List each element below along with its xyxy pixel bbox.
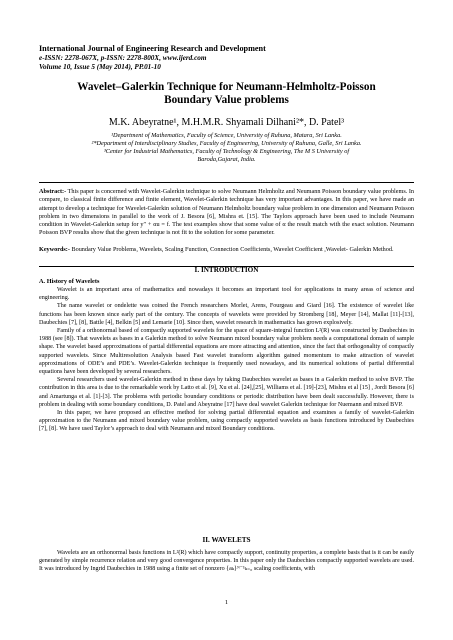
- abstract-label: Abstract:-: [39, 188, 67, 195]
- affiliations: [39, 132, 414, 164]
- section-1-heading: I. INTRODUCTION: [194, 266, 259, 274]
- page-number: 1: [224, 599, 229, 606]
- paragraph: Wavelets are an orthonormal basis functions in L²(R) which have compactly support, continuity properties, a complete basis that is it can be easily generated by simple recurrence relation and very good convergence properties. In this paper only the Daubechies compactly supported wavelets are used. It was introduced by Ingrid Daubechies in 1988 using a finite set of nonzero {aₖ}ᴺ⁻¹ₖ₌₀ scaling coefficients, with: [39, 550, 414, 573]
- journal-name: International Journal of Engineering Research and Development: [39, 44, 266, 53]
- abstract: [39, 188, 414, 238]
- title-line-1: Wavelet–Galerkin Technique for Neumann-Helmholtz-Poisson: [77, 81, 376, 93]
- keywords: [39, 246, 414, 254]
- title-line-2: Boundary Value problems: [164, 94, 289, 106]
- journal-volume: Volume 10, Issue 5 (May 2014), PP.01-10: [39, 63, 161, 71]
- paragraph: The name wavelet or ondelette was coined the French researchers Morlet, Arens, Fourgeau and Giard [16]. The existence of wavelet like functions has been known since early part of the century. The concepts of wavelets were provided by Stromberg [18], Meyer [14], Mallat [11]-[13], Daubechies [7], [8], Battle [4], Belkin [5] and Lemarie [10]. Since then, wavelet research in mathematics has grown explosively.: [39, 303, 414, 326]
- keywords-label: Keywords:-: [39, 246, 70, 253]
- journal-issn: e-ISSN: 2278-067X, p-ISSN: 2278-800X, www.ijerd.com: [39, 54, 207, 62]
- paragraph: Several researchers used wavelet-Galerkin method in these days by taking Daubechies wavelet as bases in a Galerkin method to solve BVP. The contribution in this area is due to the remarkable work by Latto et al. [9], Xu et al. [24],[25], Williams et al. [19]-[23], Mishra et al [15] , Jordi Besora [6] and Amartunga et al. [1]-[3]. The problems with periodic boundary conditions or periodic distribution have been dealt successfully. However, there is problem in dealing with some boundary conditions, D. Patel and Abeyratne [17] have deal wavelet Galerkin technique for Nuemann and mixed BVP.: [39, 377, 414, 408]
- paper-title: [39, 81, 414, 107]
- authors: M.K. Abeyratne¹, M.H.M.R. Shyamali Dilhani²*, D. Patel³: [108, 117, 345, 128]
- affiliation-1: ¹Department of Mathematics, Faculty of Science, University of Ruhuna, Matara, Sri Lanka.: [111, 132, 342, 139]
- subsection-heading: A. History of Wavelets: [39, 278, 100, 285]
- journal-header: [39, 44, 414, 72]
- paragraph: Family of a orthonormal based of compactly supported wavelets for the space of square-integral function L²(R) was constructed by Daubechies in 1988 (see [8]). That wavelets as bases in a Galerkin method to solve Neumann mixed boundary value problem needs a computational domain of sample shape. The wavelet based approximations of partial differential equations are more attracting and attention, since the fact that orthogonality of compactly supported wavelets. Since Multiresolution Analysis based Fast wavelet transform algorithm gained momentum to make attraction of wavelet approximations of ODE’s and PDE’s. Wavelet-Galerkin technique is frequently used nowadays, and its numerical solutions of partial differential equations have been developed by several researchers.: [39, 328, 414, 376]
- paragraph: Wavelet is an important area of mathematics and nowadays it becomes an important tool for applications in many areas of science and engineering.: [39, 287, 414, 302]
- keywords-text: Boundary Value Problems, Wavelets, Scaling Function, Connection Coefficients, Wavelet Coefficient ,Wavelet- Galerkin Method.: [69, 246, 394, 253]
- affiliation-3: ³Center for Industrial Mathematics, Faculty of Technology & Engineering, The M S University of: [103, 148, 350, 155]
- section-2-heading: II. WAVELETS: [202, 536, 251, 544]
- paragraph: In this paper, we have proposed an effective method for solving partial differential equation and examines a family of wavelet-Galerkin approximation to the Neumann and mixed boundary value problem, using compactly supported wavelets as basis functions introduced by Daubechies [7], [8]. We have used Taylor’s approach to deal with Neumann and mixed Boundary conditions.: [39, 410, 414, 433]
- abstract-top-rule: [39, 182, 414, 183]
- section-2-body: [39, 549, 414, 574]
- affiliation-2: ²*Department of Interdisciplinary Studies, Faculty of Engineering, University of Ruhuna, Galle, Sri Lanka.: [91, 140, 362, 147]
- affiliation-4: Baroda,Gujarat, India.: [197, 156, 256, 163]
- section-1-body: [39, 286, 414, 434]
- abstract-text: This paper is concerned with Wavelet-Galerkin technique to solve Neumann Helmholtz and Neumann Poisson boundary value problems. In compare, to classical finite difference and finite element, Wavelet-Galerkin technique has very important advantages. In this paper, we have made an attempt to develop a technique for Wavelet-Galerkin solution of Neumann Helmholtz boundary value problem in one dimension and Neumann Poisson problem in two dimensions in parallel to the work of J. Besora [6], Mishra et. [15]. The Taylors approach have been used to include Neumann condition in Wavelet-Galerkin setup for y″ + αu = f. The test examples show that some value of α the result match with the exact solution. Neumann Poisson BVP results show that the given technique is not fit to the solution for some parameter.: [39, 188, 414, 237]
